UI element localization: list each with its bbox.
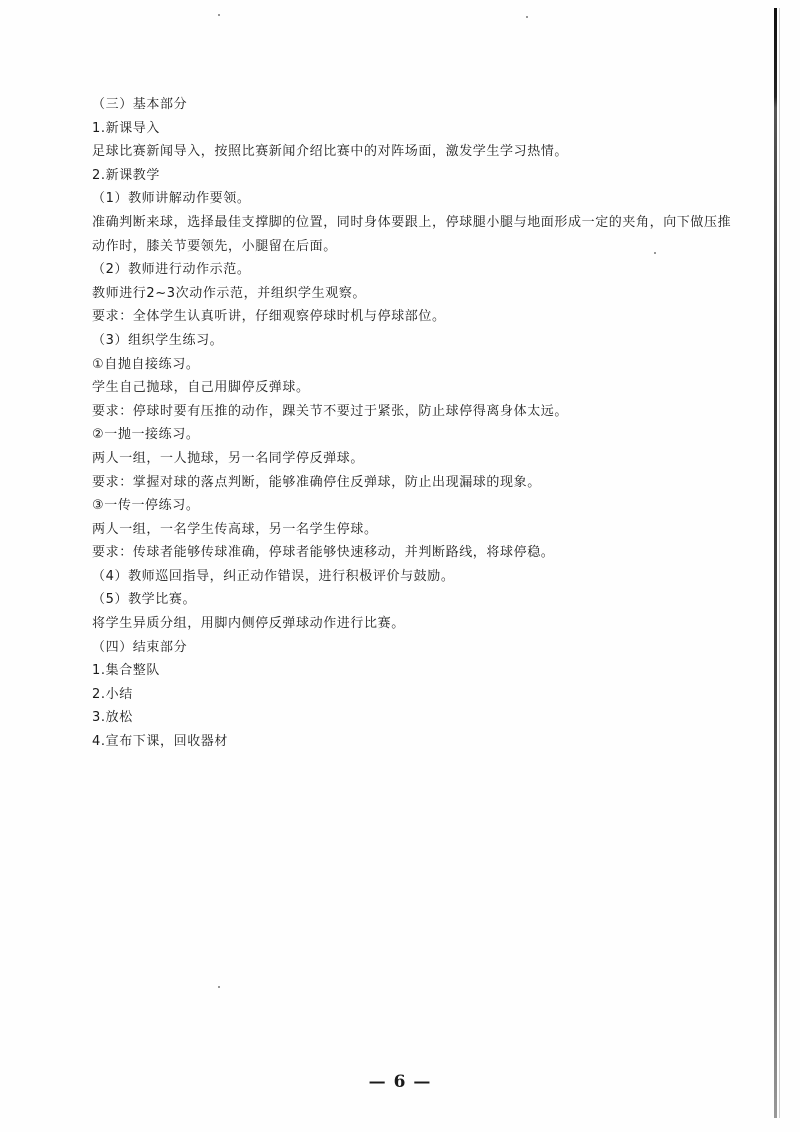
paragraph-intro: 足球比赛新闻导入，按照比赛新闻介绍比赛中的对阵场面，激发学生学习热情。 bbox=[92, 144, 569, 160]
section-heading-basic: （三）基本部分 bbox=[92, 97, 188, 112]
paragraph-demonstration: 教师进行2~3次动作示范，并组织学生观察。 bbox=[92, 285, 367, 301]
requirement-observe: 要求：全体学生认真听讲，仔细观察停球时机与停球部位。 bbox=[92, 309, 446, 325]
paragraph-self-toss: 学生自己抛球，自己用脚停反弹球。 bbox=[92, 380, 310, 396]
requirement-toss-catch: 要求：掌握对球的落点判断，能够准确停住反弹球，防止出现漏球的现象。 bbox=[92, 474, 541, 490]
paragraph-toss-catch: 两人一组，一人抛球，另一名同学停反弹球。 bbox=[92, 450, 365, 466]
ending-item-summary: 2.小结 bbox=[92, 686, 133, 702]
requirement-self-toss: 要求：停球时要有压推的动作，踝关节不要过于紧张，防止球停得离身体太远。 bbox=[92, 403, 569, 419]
paragraph-technique: 准确判断来球，选择最佳支撑脚的位置，同时身体要跟上，停球腿小腿与地面形成一定的夹角，向下做压推动作时，膝关节要领先，小腿留在后面。 bbox=[92, 214, 732, 254]
subheading-new-lesson-intro: 1.新课导入 bbox=[92, 120, 161, 136]
step-teacher-guidance: （4）教师巡回指导，纠正动作错误，进行积极评价与鼓励。 bbox=[92, 568, 455, 584]
paragraph-pass-stop: 两人一组，一名学生传高球，另一名学生停球。 bbox=[92, 521, 378, 537]
scan-edge-shadow bbox=[779, 8, 780, 1118]
step-teacher-demonstrates: （2）教师进行动作示范。 bbox=[92, 262, 251, 278]
scan-speck bbox=[218, 986, 220, 988]
ending-item-assemble: 1.集合整队 bbox=[92, 663, 161, 679]
drill-toss-catch: ②一抛一接练习。 bbox=[92, 427, 200, 443]
page-number: — 6 — bbox=[368, 1072, 432, 1092]
scan-edge-line bbox=[774, 8, 777, 1118]
paragraph-match: 将学生异质分组，用脚内侧停反弹球动作进行比赛。 bbox=[92, 616, 405, 632]
step-organize-practice: （3）组织学生练习。 bbox=[92, 332, 224, 348]
step-teaching-match: （5）教学比赛。 bbox=[92, 592, 197, 608]
subheading-new-lesson-teaching: 2.新课教学 bbox=[92, 167, 161, 183]
step-teacher-explains: （1）教师讲解动作要领。 bbox=[92, 191, 251, 207]
ending-item-dismiss: 4.宣布下课，回收器材 bbox=[92, 734, 229, 750]
ending-item-relax: 3.放松 bbox=[92, 710, 133, 726]
requirement-pass-stop: 要求：传球者能够传球准确，停球者能够快速移动，并判断路线，将球停稳。 bbox=[92, 545, 555, 561]
document-body bbox=[92, 96, 732, 757]
scan-speck bbox=[526, 16, 528, 18]
scan-speck bbox=[218, 14, 220, 16]
section-heading-ending: （四）结束部分 bbox=[92, 639, 188, 655]
drill-self-toss: ①自抛自接练习。 bbox=[92, 356, 200, 372]
drill-pass-stop: ③一传一停练习。 bbox=[92, 498, 200, 514]
